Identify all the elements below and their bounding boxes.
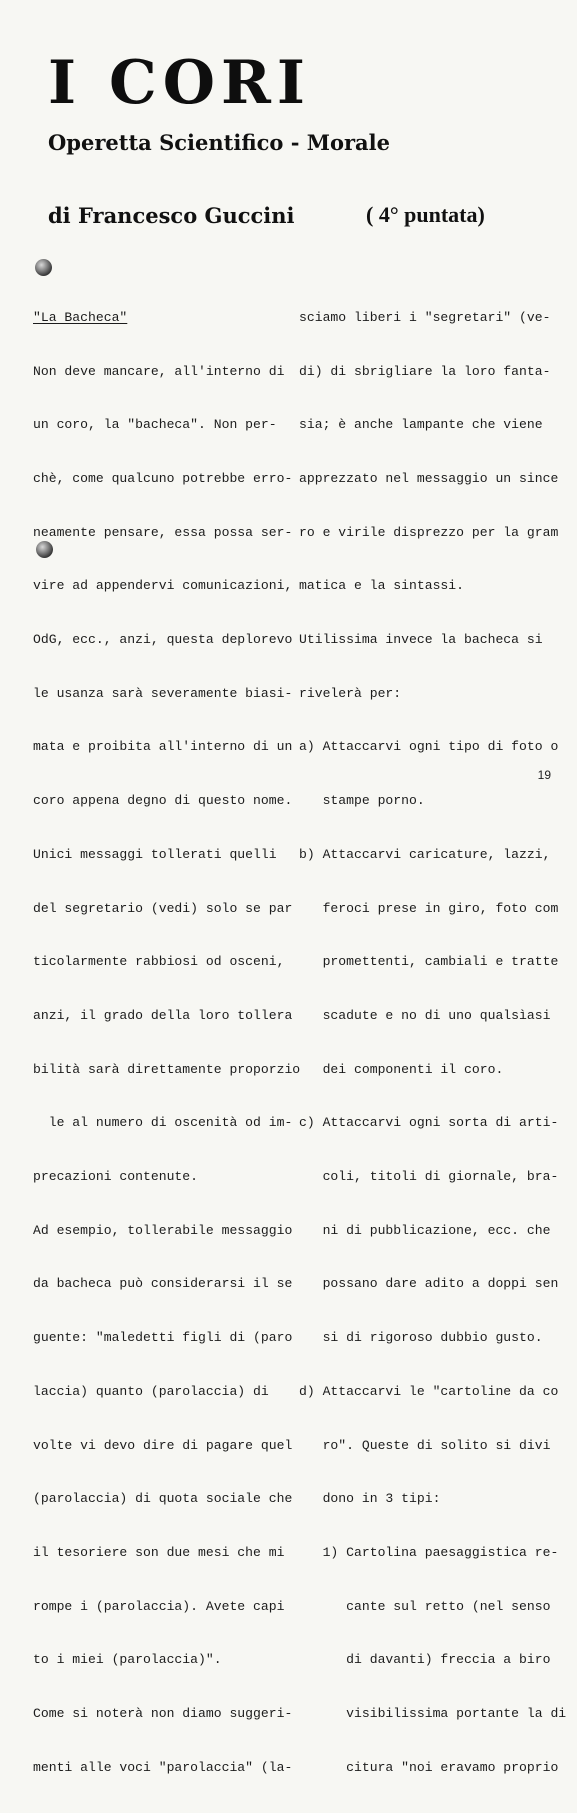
text-line: di davanti) freccia a biro (299, 1652, 551, 1668)
author-byline: di Francesco Guccini (48, 203, 295, 228)
text-line: del segretario (vedi) solo se par (33, 900, 293, 916)
text-line: to i miei (parolaccia)". (33, 1652, 222, 1668)
text-line: apprezzato nel messaggio un since (299, 470, 559, 486)
text-line: menti alle voci "parolaccia" (la- (33, 1759, 293, 1775)
text-line: sia; è anche lampante che viene (299, 417, 543, 433)
text-line: volte vi devo dire di pagare quel (33, 1437, 293, 1453)
text-line: il tesoriere son due mesi che mi (33, 1544, 285, 1560)
text-line: Ad esempio, tollerabile messaggio (33, 1222, 293, 1238)
text-line: ticolarmente rabbiosi od osceni, (33, 954, 285, 970)
text-line: visibilissima portante la di (299, 1706, 567, 1722)
text-line: rompe i (parolaccia). Avete capi (33, 1598, 285, 1614)
page-title: I CORI (48, 48, 311, 118)
text-line: anzi, il grado della loro tollera (33, 1007, 293, 1023)
text-line: si di rigoroso dubbio gusto. (299, 1330, 543, 1346)
text-line: le usanza sarà severamente biasi- (33, 685, 293, 701)
text-line: dono in 3 tipi: (299, 1491, 441, 1507)
text-line: dei componenti il coro. (299, 1061, 504, 1077)
right-text-column (299, 273, 567, 1813)
text-line: Unici messaggi tollerati quelli (33, 846, 277, 862)
text-line: le al numero di oscenità od im- (33, 1115, 293, 1131)
list-item: b) Attaccarvi caricature, lazzi, (299, 846, 551, 862)
text-line: da bacheca può considerarsi il se (33, 1276, 293, 1292)
text-line: possano dare adito a doppi sen (299, 1276, 559, 1292)
text-line: promettenti, cambiali e tratte (299, 954, 559, 970)
text-line: coli, titoli di giornale, bra- (299, 1169, 559, 1185)
text-line: guente: "maledetti figli di (paro (33, 1330, 293, 1346)
text-line: ro e virile disprezzo per la gram (299, 524, 559, 540)
text-line: Non deve mancare, all'interno di (33, 363, 285, 379)
text-line: stampe porno. (299, 793, 425, 809)
text-line: un coro, la "bacheca". Non per- (33, 417, 277, 433)
text-line: feroci prese in giro, foto com (299, 900, 559, 916)
text-line: scadute e no di uno qualsìasi (299, 1007, 551, 1023)
text-line: neamente pensare, essa possa ser- (33, 524, 293, 540)
text-line: laccia) quanto (parolaccia) di (33, 1383, 269, 1399)
text-line: (parolaccia) di quota sociale che (33, 1491, 293, 1507)
text-line: chè, come qualcuno potrebbe erro- (33, 470, 293, 486)
text-line: Utilissima invece la bacheca si (299, 632, 543, 648)
page-subtitle: Operetta Scientifico - Morale (48, 130, 390, 155)
text-line: citura "noi eravamo proprio (299, 1759, 559, 1775)
text-line: ro". Queste di solito si divi (299, 1437, 551, 1453)
text-line: coro appena degno di questo nome. (33, 793, 293, 809)
text-line: Come si noterà non diamo suggeri- (33, 1706, 293, 1722)
sub-list-item: 1) Cartolina paesaggistica re- (299, 1544, 559, 1560)
text-line: mata e proibita all'interno di un (33, 739, 293, 755)
text-line: matica e la sintassi. (299, 578, 465, 594)
left-text-column (33, 273, 301, 1813)
text-line: bilità sarà direttamente proporzio (33, 1061, 301, 1077)
list-item: d) Attaccarvi le "cartoline da co (299, 1383, 559, 1399)
episode-label: ( 4° puntata) (366, 202, 485, 227)
text-line: precazioni contenute. (33, 1169, 199, 1185)
text-line: sciamo liberi i "segretari" (ve- (299, 309, 551, 325)
text-line: rivelerà per: (299, 685, 402, 701)
text-line: ni di pubblicazione, ecc. che (299, 1222, 551, 1238)
list-item: c) Attaccarvi ogni sorta di arti- (299, 1115, 559, 1131)
list-item: a) Attaccarvi ogni tipo di foto o (299, 739, 559, 755)
text-line: di) di sbrigliare la loro fanta- (299, 363, 551, 379)
section-heading: "La Bacheca" (33, 309, 128, 325)
text-line: cante sul retto (nel senso (299, 1598, 551, 1614)
page-number: 19 (537, 768, 551, 782)
text-line: OdG, ecc., anzi, questa deplorevo (33, 632, 293, 648)
text-line: vire ad appendervi comunicazioni, (33, 578, 293, 594)
